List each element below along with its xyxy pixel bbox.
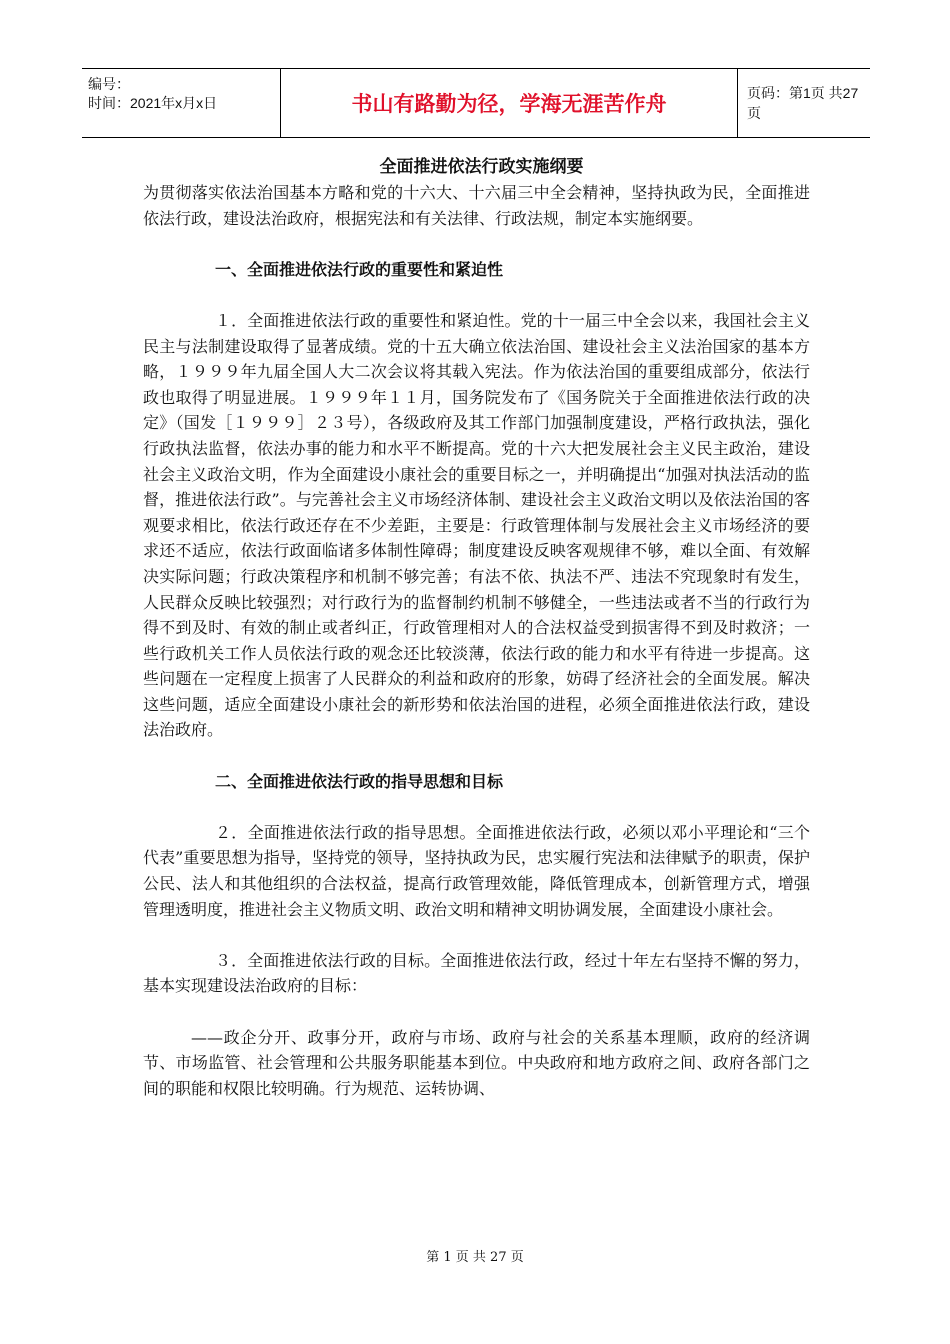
intro-paragraph: 为贯彻落实依法治国基本方略和党的十六大、十六届三中全会精神，坚持执政为民，全面推进依法行政，建设法治政府，根据宪法和有关法律、行政法规，制定本实施纲要。	[143, 183, 810, 228]
document-title: 全面推进依法行政实施纲要	[379, 157, 584, 177]
paragraph-2: ２．全面推进依法行政的指导思想。全面推进依法行政，必须以邓小平理论和“三个代表”重要思想为指导，坚持党的领导，坚持执政为民，忠实履行宪法和法律赋予的职责，保护公民、法人和其他组织的合法权益，提高行政管理效能，降低管理成本，创新管理方式，增强管理透明度，推进社会主义物质文明、政治文明和精神文明协调发展，全面建设小康社会。	[143, 822, 810, 919]
section-2-heading: 二、全面推进依法行政的指导思想和目标	[215, 771, 504, 791]
header-page-info: 页码：第1页 共27页	[747, 85, 859, 121]
section-1-heading: 一、全面推进依法行政的重要性和紧迫性	[215, 259, 504, 279]
document-body	[143, 155, 810, 1101]
page-footer: 第 1 页 共 27 页	[426, 1250, 524, 1265]
document-date-label: 时间：2021年x月x日	[88, 95, 218, 111]
document-number-label: 编号：	[88, 76, 130, 92]
header-meta-cell	[82, 69, 281, 137]
paragraph-3: ３．全面推进依法行政的目标。全面推进依法行政，经过十年左右坚持不懈的努力，基本实现建设法治政府的目标：	[143, 950, 810, 996]
page-header-table	[82, 68, 870, 138]
paragraph-4: ——政企分开、政事分开，政府与市场、政府与社会的关系基本理顺，政府的经济调节、市场监管、社会管理和公共服务职能基本到位。中央政府和地方政府之间、政府各部门之间的职能和权限比较明确。行为规范、运转协调、	[143, 1027, 810, 1098]
paragraph-1: １．全面推进依法行政的重要性和紧迫性。党的十一届三中全会以来，我国社会主义民主与法制建设取得了显著成绩。党的十五大确立依法治国、建设社会主义法治国家的基本方略，１９９９年九届全国人大二次会议将其载入宪法。作为依法治国的重要组成部分，依法行政也取得了明显进展。１９９９年１１月，国务院发布了《国务院关于全面推进依法行政的决定》（国发［１９９９］２３号），各级政府及其工作部门加强制度建设，严格行政执法，强化行政执法监督，依法办事的能力和水平不断提高。党的十六大把发展社会主义民主政治，建设社会主义政治文明，作为全面建设小康社会的重要目标之一，并明确提出“加强对执法活动的监督，推进依法行政”。与完善社会主义市场经济体制、建设社会主义政治文明以及依法治国的客观要求相比，依法行政还存在不少差距，主要是：行政管理体制与发展社会主义市场经济的要求还不适应，依法行政面临诸多体制性障碍；制度建设反映客观规律不够，难以全面、有效解决实际问题；行政决策程序和机制不够完善；有法不依、执法不严、违法不究现象时有发生，人民群众反映比较强烈；对行政行为的监督制约机制不够健全，一些违法或者不当的行政行为得不到及时、有效的制止或者纠正，行政管理相对人的合法权益受到损害得不到及时救济；一些行政机关工作人员依法行政的观念还比较淡薄，依法行政的能力和水平有待进一步提高。这些问题在一定程度上损害了人民群众的利益和政府的形象，妨碍了经济社会的全面发展。解决这些问题，适应全面建设小康社会的新形势和依法治国的进程，必须全面推进依法行政，建设法治政府。	[143, 310, 810, 740]
header-motto: 书山有路勤为径，学海无涯苦作舟	[281, 69, 738, 137]
